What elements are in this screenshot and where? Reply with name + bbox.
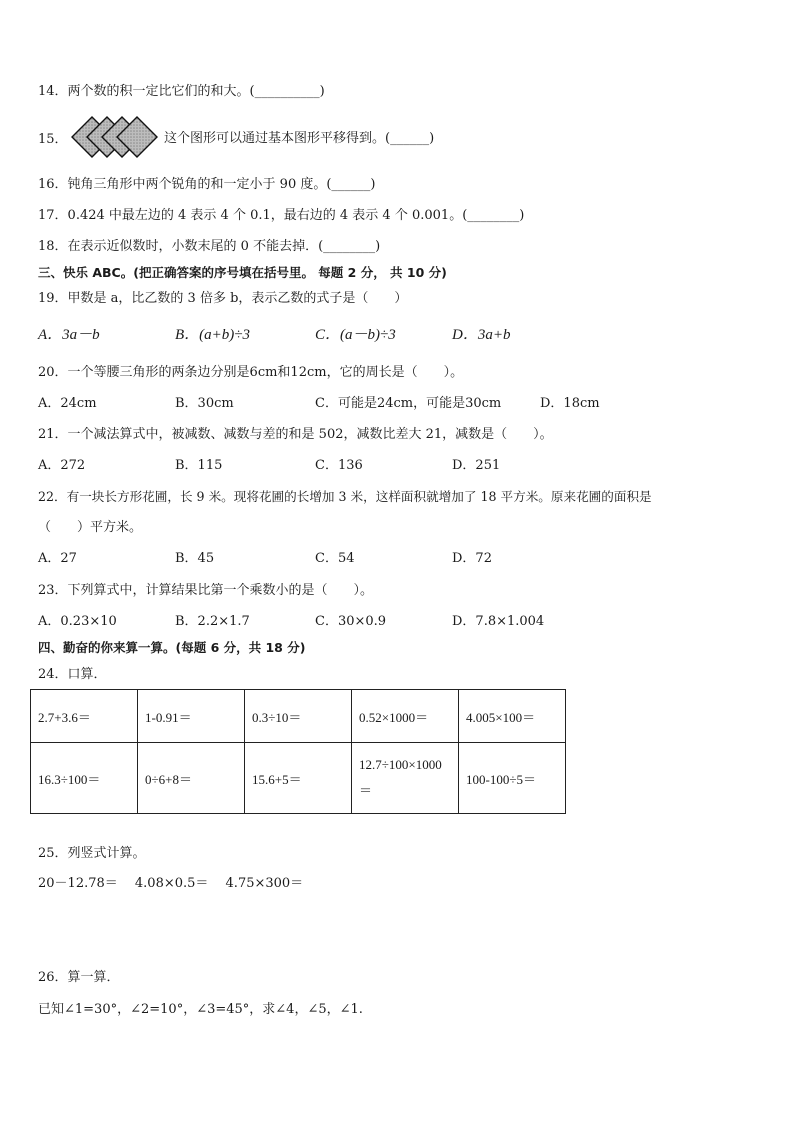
table-cell: 4.005×100＝ xyxy=(459,690,566,743)
q21-option-c: C．136 xyxy=(315,458,363,473)
q23-option-c: C．30×0.9 xyxy=(315,614,387,629)
table-cell: 0.52×1000＝ xyxy=(352,690,459,743)
table-row xyxy=(31,690,566,743)
q23-option-b: B．2.2×1.7 xyxy=(175,614,250,629)
q22-option-d: D．72 xyxy=(452,551,492,566)
question-18: 18．在表示近似数时，小数末尾的 0 不能去掉．(________) xyxy=(38,239,381,254)
q19-option-b: B．(a+b)÷3 xyxy=(175,327,251,343)
q20-option-c: C．可能是24cm，可能是30cm xyxy=(315,396,502,411)
question-21: 21．一个减法算式中，被减数、减数与差的和是 502，减数比差大 21，减数是（ ）。 xyxy=(38,427,553,442)
table-cell: 100-100÷5＝ xyxy=(459,743,566,814)
q21-option-d: D．251 xyxy=(452,458,501,473)
table-cell: 1-0.91＝ xyxy=(138,690,245,743)
question-15-text: 这个图形可以通过基本图形平移得到。(______) xyxy=(164,131,435,146)
question-19: 19．甲数是 a，比乙数的 3 倍多 b，表示乙数的式子是（ ） xyxy=(38,291,408,306)
diamond-pattern-figure xyxy=(70,115,165,159)
q19-option-d: D．3a+b xyxy=(452,327,511,343)
question-25: 25．列竖式计算。 xyxy=(38,846,146,861)
question-24: 24．口算． xyxy=(38,667,107,682)
q19-option-c: C．(a－b)÷3 xyxy=(315,327,396,343)
question-26: 26．算一算． xyxy=(38,970,120,985)
q21-option-b: B．115 xyxy=(175,458,223,473)
table-cell: 2.7+3.6＝ xyxy=(31,690,138,743)
q22-option-c: C．54 xyxy=(315,551,355,566)
mental-math-table xyxy=(30,689,566,814)
section-4-heading: 四、勤奋的你来算一算。(每题 6 分，共 18 分) xyxy=(38,640,306,655)
question-20: 20．一个等腰三角形的两条边分别是6cm和12cm，它的周长是（ ）。 xyxy=(38,365,464,380)
table-cell: 16.3÷100＝ xyxy=(31,743,138,814)
q22-option-b: B．45 xyxy=(175,551,215,566)
table-cell: 12.7÷100×1000＝ xyxy=(352,743,459,814)
q20-option-d: D．18cm xyxy=(540,396,600,411)
q23-option-d: D．7.8×1.004 xyxy=(452,614,545,629)
question-22-line-1: 22．有一块长方形花圃，长 9 米。现将花圃的长增加 3 米，这样面积就增加了 18 平方米。原来花圃的面积是 xyxy=(38,489,652,504)
q20-option-b: B．30cm xyxy=(175,396,234,411)
q22-option-a: A．27 xyxy=(38,551,77,566)
question-25-items: 20－12.78＝ 4.08×0.5＝ 4.75×300＝ xyxy=(38,876,304,891)
question-15-number: 15． xyxy=(38,132,68,147)
question-26-text: 已知∠1=30°，∠2=10°，∠3=45°，求∠4，∠5，∠1. xyxy=(38,1002,363,1017)
q19-option-a: A．3a－b xyxy=(38,327,100,343)
table-cell: 15.6+5＝ xyxy=(245,743,352,814)
section-3-heading: 三、快乐 ABC。(把正确答案的序号填在括号里。 每题 2 分， 共 10 分) xyxy=(38,265,447,280)
table-cell: 0.3÷10＝ xyxy=(245,690,352,743)
question-17: 17．0.424 中最左边的 4 表示 4 个 0.1，最右边的 4 表示 4 个 0.001。(________) xyxy=(38,208,525,223)
question-23: 23．下列算式中，计算结果比第一个乘数小的是（ ）。 xyxy=(38,583,374,598)
q20-option-a: A．24cm xyxy=(38,396,97,411)
question-16: 16．钝角三角形中两个锐角的和一定小于 90 度。(______) xyxy=(38,177,376,192)
q21-option-a: A．272 xyxy=(38,458,86,473)
question-22-line-2: （ ）平方米。 xyxy=(38,520,143,535)
table-cell: 0÷6+8＝ xyxy=(138,743,245,814)
question-14: 14．两个数的积一定比它们的和大。(__________) xyxy=(38,84,325,99)
table-row xyxy=(31,743,566,814)
q23-option-a: A．0.23×10 xyxy=(38,614,117,629)
